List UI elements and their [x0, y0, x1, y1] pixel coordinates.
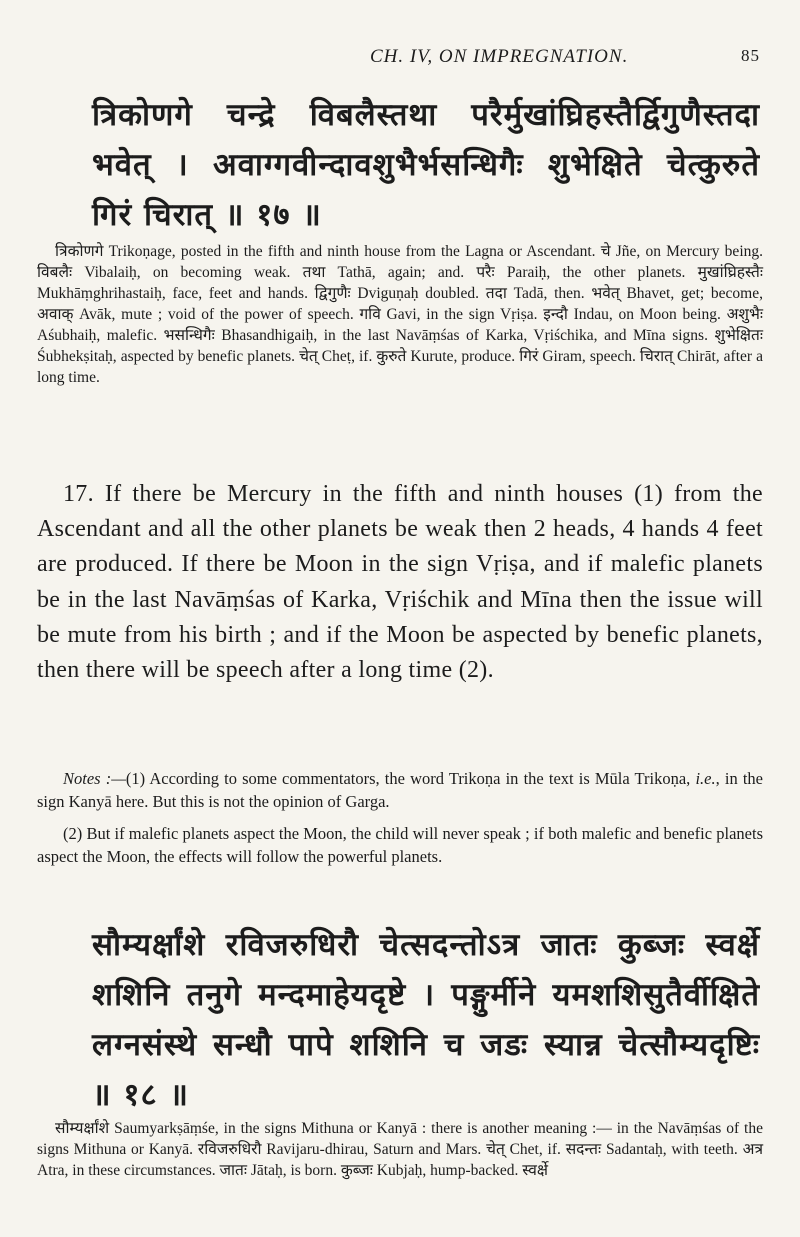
verse-17-gloss-text: त्रिकोणगे Trikoṇage, posted in the fifth and ninth house from the Lagna or Ascendant. चे Jñe, on Mercury being. विबलैः Vibalaiḥ, on becoming weak. तथा Tathā, again; and. परैः Paraiḥ, the other planets. मुखांघ्रिहस्तैः Mukhāṃghrihastaiḥ, face, feet and hands. द्विगुणैः Dviguṇaḥ doubled. तदा Tadā, then. भवेत् Bhavet, get; become, अवाक् Avāk, mute ; void of the power of speech. गवि Gavi, in the sign Vṛiṣa. इन्दौ Indau, on Moon being. अशुभैः Aśubhaiḥ, malefic. भसन्धिगैः Bhasandhigaiḥ, in the last Navāṃśas of Karka, Vṛiśchika, and Mīna signs. शुभेक्षितः Śubhekṣitaḥ, aspected by benefic planets. चेत् Cheṭ, if. कुरुते Kurute, produce. गिरं Giram, speech. चिरात् Chirāt, after a long time.: [37, 243, 763, 386]
chapter-heading: CH. IV, ON IMPREGNATION.: [370, 46, 629, 67]
note-1: Notes :—(1) According to some commentators, the word Trikoṇa in the text is Mūla Trikoṇa, i.e., in the sign Kanyā here. But this is not the opinion of Garga.: [37, 769, 764, 811]
verse-17-translation-text: 17. If there be Mercury in the fifth and ninth houses (1) from the Ascendant and all the other planets be weak then 2 heads, 4 hands 4 feet are produced. If there be Moon in the sign Vṛiṣa, and if malefic planets be in the last Navāṃśas of Karka, Vṛiśchik and Mīna then the issue will be mute from his birth ; and if the Moon be aspected by benefic planets, then there will be speech after a long time (2).: [37, 481, 763, 684]
verse-17-sanskrit: त्रिकोणगे चन्द्रे विबलैस्तथा परैर्मुखांघ्रिहस्तैर्द्विगुणैस्तदा भवेत् । अवाग्गवीन्दावशुभैर्भसन्धिगैः शुभेक्षिते चेत्कुरुते गिरं चिरात् ॥ १७ ॥: [92, 97, 760, 233]
verse-18-gloss-text: सौम्यर्क्षांशे Saumyarkṣāṃśe, in the signs Mithuna or Kanyā : there is another meaning :— in the Navāṃśas of the signs Mithuna or Kanyā. रविजरुधिरौ Ravijaru-dhirau, Saturn and Mars. चेत् Chet, if. सदन्तः Sadantaḥ, with teeth. अत्र Atra, in these circumstances. जातः Jātaḥ, is born. कुब्जः Kubjaḥ, hump-backed. स्वर्क्षे: [37, 1120, 763, 1179]
notes-label: Notes :—: [63, 769, 126, 788]
verse-18-word-gloss: [37, 1118, 763, 1181]
verse-17-notes: [37, 768, 763, 868]
verse-18-sanskrit: सौम्यर्क्षांशे रविजरुधिरौ चेत्सदन्तोऽत्र जातः कुब्जः स्वर्क्षे शशिनि तनुगे मन्दमाहेयदृष्टे । पङ्गुर्मीने यमशशिसुतैर्वीक्षिते लग्नसंस्थे सन्धौ पापे शशिनि च जडः स्यान्न चेत्सौम्यदृष्टिः ॥ १८ ॥: [92, 927, 760, 1113]
running-header: [40, 46, 760, 76]
page-number: 85: [741, 46, 760, 65]
verse-17-word-gloss: [37, 241, 763, 388]
note-2: (2) But if malefic planets aspect the Moon, the child will never speak ; if both malefic and benefic planets aspect the Moon, the effects will follow the powerful planets.: [37, 824, 763, 866]
verse-17-translation: [37, 477, 763, 688]
